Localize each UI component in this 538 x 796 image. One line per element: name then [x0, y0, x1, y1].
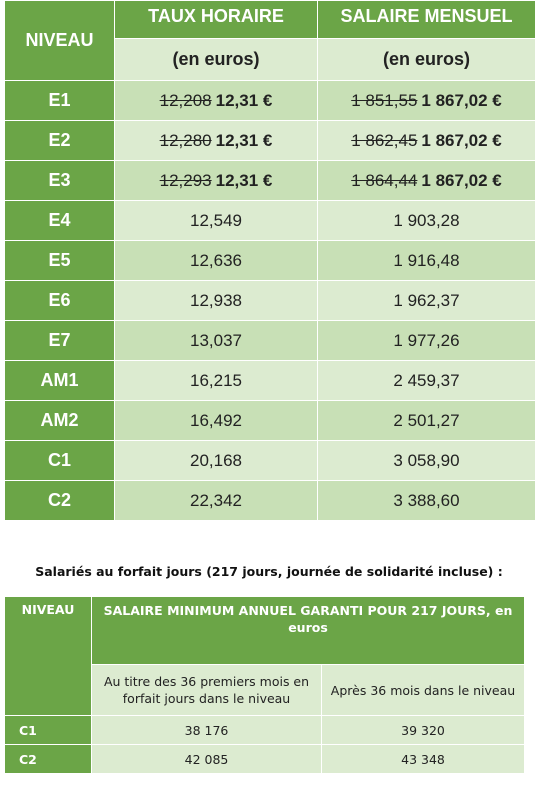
table-row	[5, 201, 536, 241]
new-value: 1 867,02 €	[421, 90, 502, 110]
unit-salaire: (en euros)	[318, 39, 536, 81]
old-value: 12,280	[159, 130, 212, 150]
new-value: 12,31 €	[215, 130, 273, 150]
table-row	[5, 321, 536, 361]
sub-header-first-36-months: Au titre des 36 premiers mois en forfait jours dans le niveau	[92, 665, 322, 716]
table-row	[5, 441, 536, 481]
level-cell: AM2	[5, 401, 115, 441]
old-value: 12,293	[159, 170, 212, 190]
taux-cell	[115, 81, 318, 121]
level-cell: E4	[5, 201, 115, 241]
level-cell: C2	[5, 745, 92, 774]
level-cell: C1	[5, 716, 92, 745]
after-value-cell: 43 348	[322, 745, 525, 774]
header-salaire-mensuel: SALAIRE MENSUEL	[318, 1, 536, 39]
unit-taux: (en euros)	[115, 39, 318, 81]
taux-cell: 12,636	[115, 241, 318, 281]
salaire-cell: 3 058,90	[318, 441, 536, 481]
taux-cell: 13,037	[115, 321, 318, 361]
table-row	[5, 281, 536, 321]
old-value: 1 864,44	[351, 170, 418, 190]
taux-cell: 16,215	[115, 361, 318, 401]
old-value: 12,208	[159, 90, 212, 110]
taux-cell: 12,549	[115, 201, 318, 241]
header-niveau: NIVEAU	[5, 1, 115, 81]
table-row	[5, 716, 525, 745]
new-value: 12,31 €	[215, 90, 273, 110]
level-cell: C2	[5, 481, 115, 521]
forfait-jours-caption: Salariés au forfait jours (217 jours, journée de solidarité incluse) :	[35, 564, 503, 579]
level-cell: E1	[5, 81, 115, 121]
taux-cell	[115, 161, 318, 201]
salaire-cell	[318, 121, 536, 161]
level-cell: E2	[5, 121, 115, 161]
new-value: 12,31 €	[215, 170, 273, 190]
table-row	[5, 241, 536, 281]
header-salaire-annuel: SALAIRE MINIMUM ANNUEL GARANTI POUR 217 JOURS, en euros	[92, 597, 525, 665]
salaire-cell	[318, 81, 536, 121]
salaire-cell: 2 501,27	[318, 401, 536, 441]
first-value-cell: 42 085	[92, 745, 322, 774]
header-taux-horaire: TAUX HORAIRE	[115, 1, 318, 39]
table-row	[5, 161, 536, 201]
salaire-cell: 2 459,37	[318, 361, 536, 401]
new-value: 1 867,02 €	[421, 130, 502, 150]
header-niveau: NIVEAU	[5, 597, 92, 716]
table-row	[5, 81, 536, 121]
table-row	[5, 121, 536, 161]
taux-cell: 12,938	[115, 281, 318, 321]
old-value: 1 851,55	[351, 90, 418, 110]
level-cell: C1	[5, 441, 115, 481]
level-cell: E3	[5, 161, 115, 201]
level-cell: E6	[5, 281, 115, 321]
taux-cell: 16,492	[115, 401, 318, 441]
salaire-cell	[318, 161, 536, 201]
salaire-cell: 3 388,60	[318, 481, 536, 521]
forfait-jours-table	[4, 596, 525, 774]
level-cell: E5	[5, 241, 115, 281]
sub-header-after-36-months: Après 36 mois dans le niveau	[322, 665, 525, 716]
old-value: 1 862,45	[351, 130, 418, 150]
salaire-cell: 1 977,26	[318, 321, 536, 361]
level-cell: E7	[5, 321, 115, 361]
salaire-cell: 1 903,28	[318, 201, 536, 241]
taux-cell: 22,342	[115, 481, 318, 521]
table-row	[5, 481, 536, 521]
table-row	[5, 401, 536, 441]
after-value-cell: 39 320	[322, 716, 525, 745]
salary-grid-table	[4, 0, 536, 521]
table-row	[5, 745, 525, 774]
salaire-cell: 1 962,37	[318, 281, 536, 321]
table-row	[5, 361, 536, 401]
first-value-cell: 38 176	[92, 716, 322, 745]
taux-cell	[115, 121, 318, 161]
salaire-cell: 1 916,48	[318, 241, 536, 281]
new-value: 1 867,02 €	[421, 170, 502, 190]
level-cell: AM1	[5, 361, 115, 401]
taux-cell: 20,168	[115, 441, 318, 481]
